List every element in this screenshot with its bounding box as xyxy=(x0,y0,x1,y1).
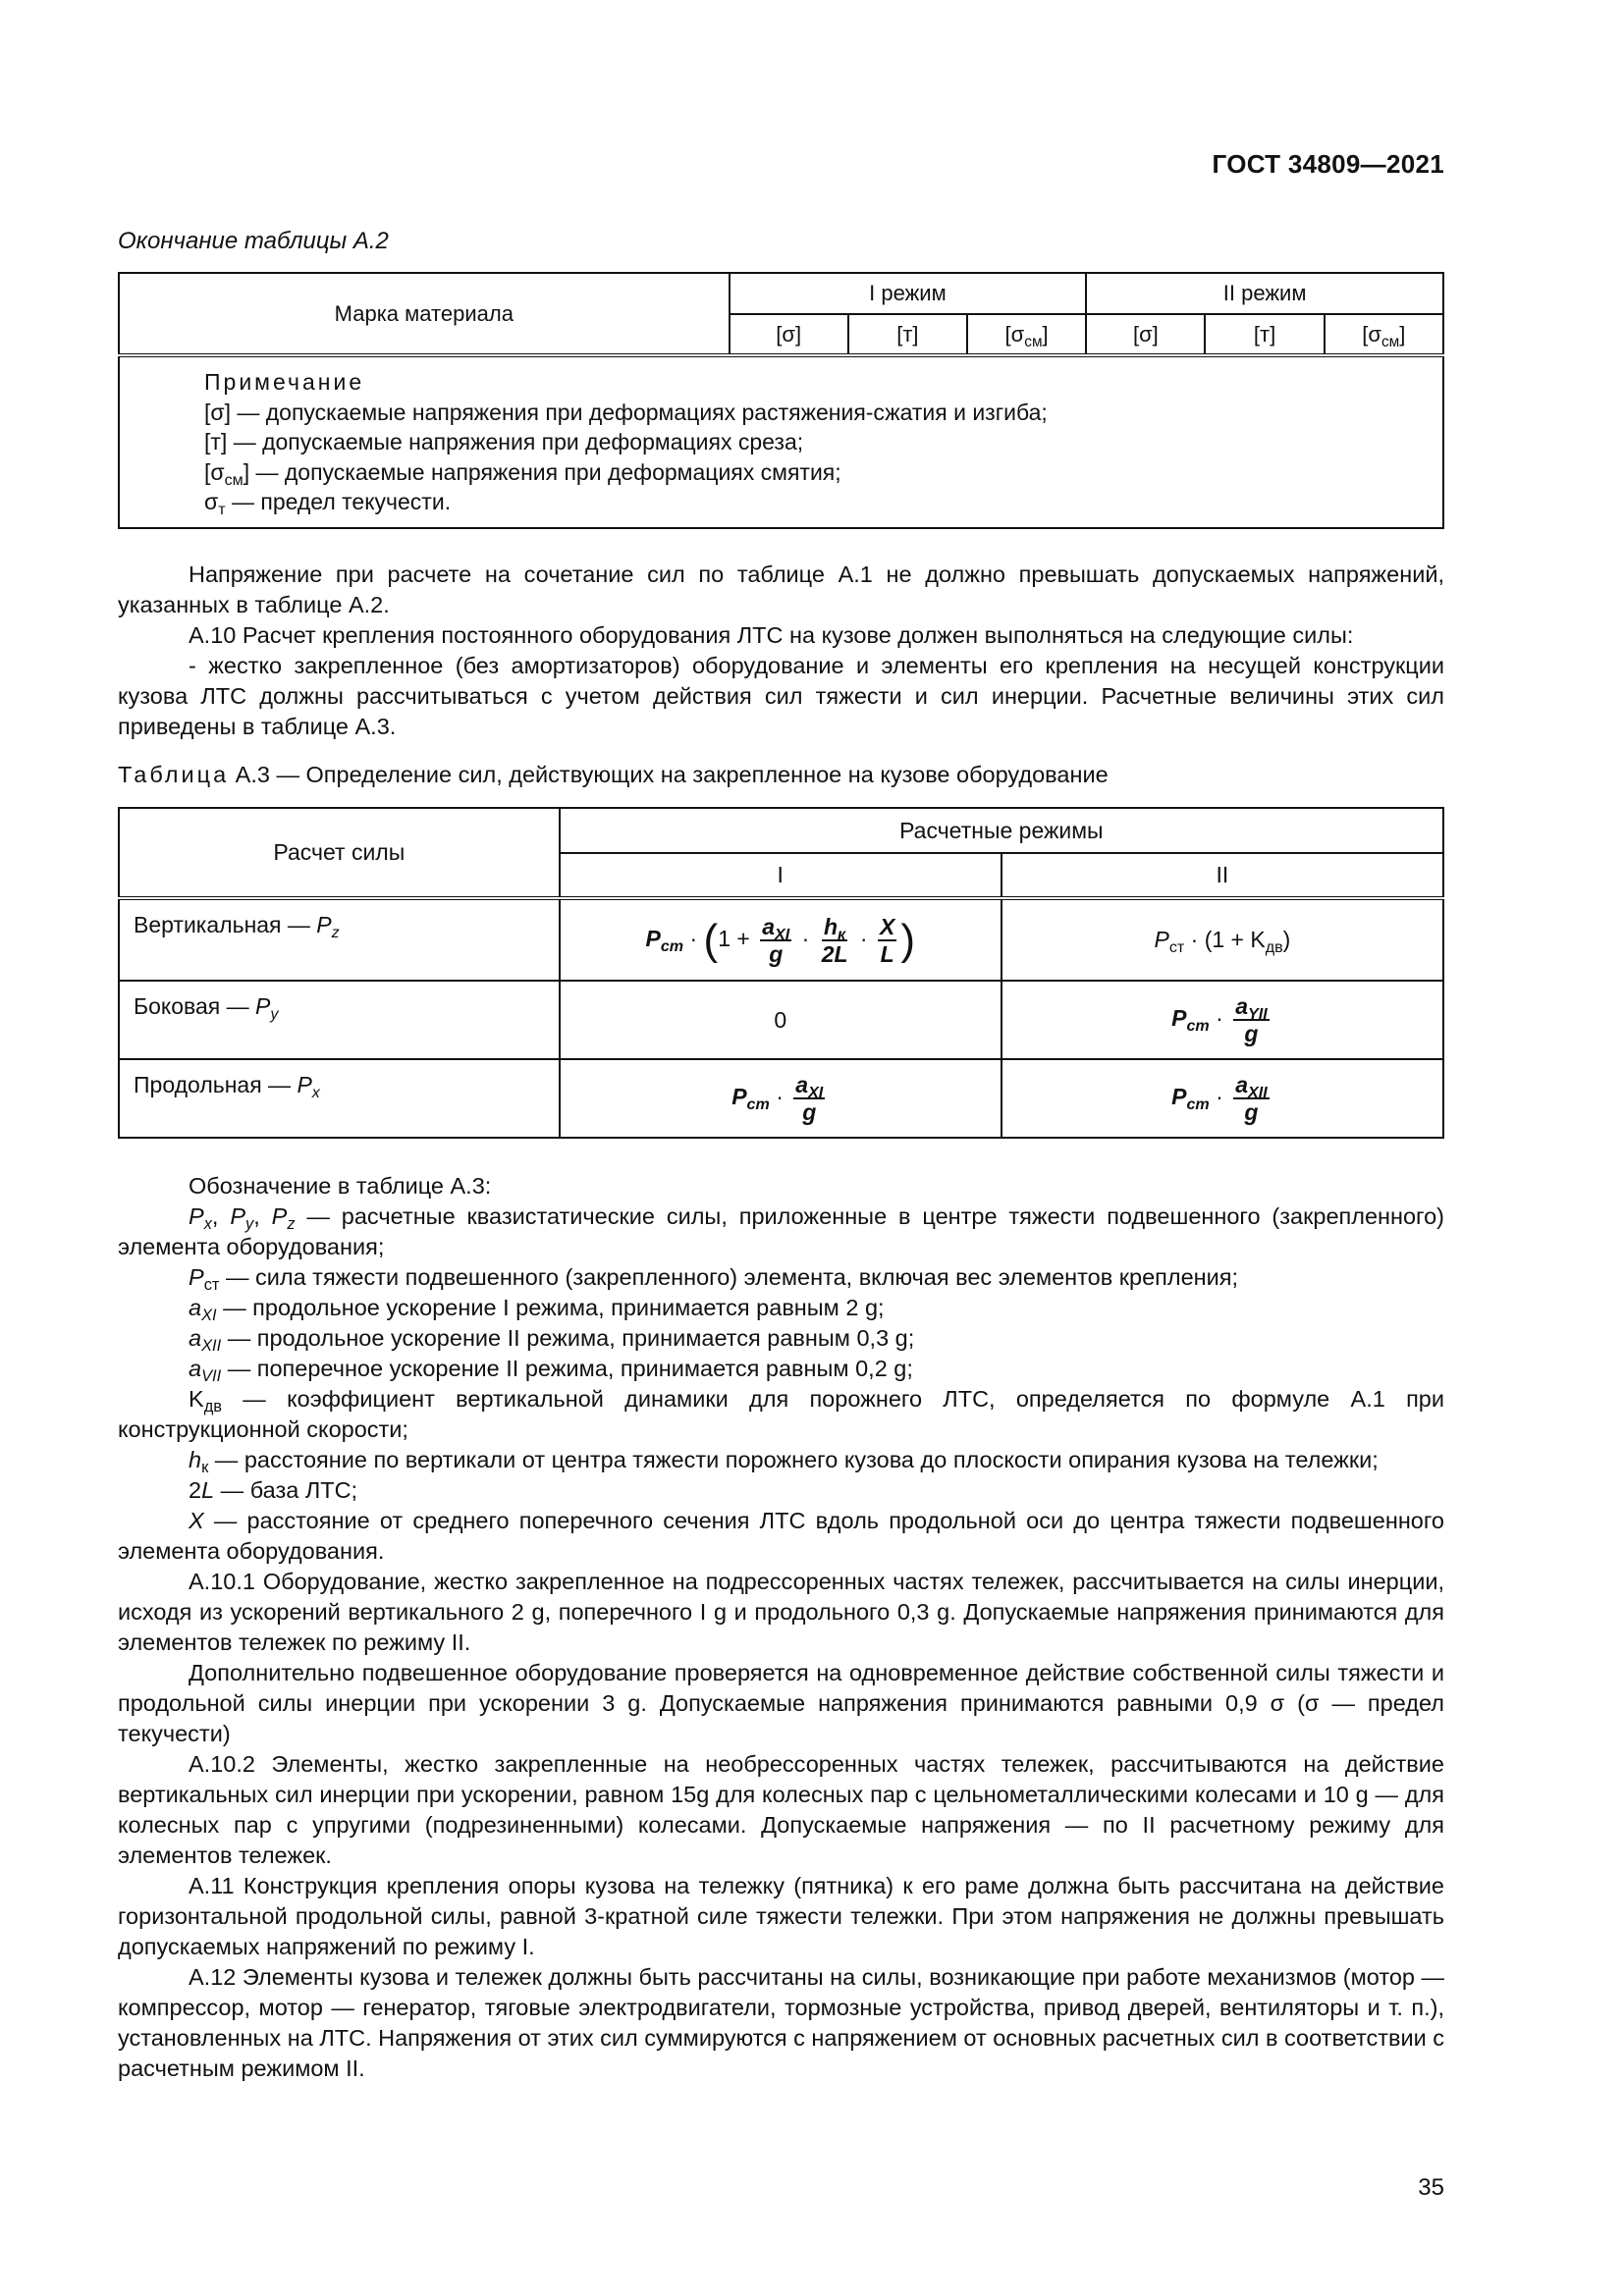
paragraph: А.10.2 Элементы, жестко закрепленные на необрессоренных частях тележек, рассчитываются на действие вертикальных сил инерции при ускорении, равном 15g для колесных пар с цельнометаллическими колесами и 10 g — для колесных пар с упругими (подрезиненными) колесами. Допускаемые напряжения — по II расчетному режиму для элементов тележек. xyxy=(118,1751,1444,1868)
mode1-header: I xyxy=(560,853,1001,898)
note-line: $[\sigma_{см}]$ — допускаемые напряжения при деформациях смятия; xyxy=(204,458,841,489)
definition: $a_{XII}$ — продольное ускорение II режима, принимается равным 0,3 g; xyxy=(189,1325,915,1355)
fraction: $\frac{h_к}{2L}$ xyxy=(821,913,848,967)
paragraph: А.10.1 Оборудование, жестко закрепленное на подрессоренных частях тележек, рассчитывается на силы инерции, исходя из ускорений вертикального 2 g, поперечного I g и продольного 0,3 g. Допускаемые напряжения принимаются для элементов тележек по режиму II. xyxy=(118,1569,1444,1655)
formula-lateral-mode1: 0 xyxy=(560,981,1001,1059)
fraction: $\frac{a_{XI}}{g}$ xyxy=(795,1072,824,1125)
paragraph: - жестко закрепленное (без амортизаторов) оборудование и элементы его крепления на несущей конструкции кузова ЛТС должны рассчитываться с учетом действия сил тяжести и сил инерции. Расчетные величины этих сил приведены в таблице А.3. xyxy=(118,653,1444,739)
definition: $P_x$, $P_y$, $P_z$ — расчетные квазистатические силы, приложенные в центре тяжести подвешенного (закрепленного) элемента оборудования; xyxy=(118,1203,1444,1259)
mode2-header: II режим xyxy=(1086,273,1443,314)
table-a2-note xyxy=(119,355,1443,528)
mode1-header: I режим xyxy=(730,273,1087,314)
note-line: [σ] — допускаемые напряжения при деформациях растяжения-сжатия и изгиба; xyxy=(204,399,1048,425)
paragraph: А.11 Конструкция крепления опоры кузова на тележку (пятника) к его раме должна быть рассчитана на действие горизонтальной продольной силы, равной 3-кратной силе тяжести тележки. При этом напряжения не должны превышать допускаемых напряжений по режиму I. xyxy=(118,1873,1444,1959)
m2-sigma-cm: $[\sigma_{см}]$ xyxy=(1325,314,1443,355)
row-longitudinal-label: Продольная — $P_x$ xyxy=(119,1059,560,1138)
table-a2 xyxy=(118,272,1444,529)
paragraph: Обозначение в таблице А.3: xyxy=(189,1173,492,1199)
note-line: [т] — допускаемые напряжения при деформациях среза; xyxy=(204,429,804,454)
m1-sigma: [σ] xyxy=(730,314,848,355)
definition: 2L — база ЛТС; xyxy=(189,1477,358,1503)
formula-longitudinal-mode2: $P_{ст}$ · $\frac{a_{XII}}{g}$ xyxy=(1001,1059,1443,1138)
table-a2-caption: Окончание таблицы А.2 xyxy=(118,228,389,254)
page-number: 35 xyxy=(1418,2174,1444,2201)
table-a3-caption: Таблица А.3 — Определение сил, действующих на закрепленное на кузове оборудование xyxy=(118,762,1109,787)
document-header: ГОСТ 34809—2021 xyxy=(1212,149,1444,179)
col-modes-header: Расчетные режимы xyxy=(560,808,1443,853)
text-block-1 xyxy=(118,560,1444,742)
definition: $a_{XI}$ — продольное ускорение I режима, принимается равным 2 g; xyxy=(189,1295,885,1324)
fraction: $\frac{a_{XI}}{g}$ xyxy=(762,913,790,967)
text-block-2 xyxy=(118,1171,1444,2084)
note-title: Примечание xyxy=(204,369,365,395)
definition: $K_{дв}$ — коэффициент вертикальной динамики для порожнего ЛТС, определяется по формуле А.1 при конструкционной скорости; xyxy=(118,1386,1444,1442)
fraction: $\frac{X}{L}$ xyxy=(879,913,895,967)
fraction: $\frac{a_{YII}}{g}$ xyxy=(1235,993,1268,1046)
row-lateral-label: Боковая — $P_y$ xyxy=(119,981,560,1059)
m2-sigma: [σ] xyxy=(1086,314,1205,355)
fraction: $\frac{a_{XII}}{g}$ xyxy=(1235,1072,1268,1125)
formula-lateral-mode2: $P_{ст}$ · $\frac{a_{YII}}{g}$ xyxy=(1001,981,1443,1059)
definition: $h_к$ — расстояние по вертикали от центра тяжести порожнего кузова до плоскости опирания кузова на тележки; xyxy=(189,1447,1379,1476)
definition: $a_{VII}$ — поперечное ускорение II режима, принимается равным 0,2 g; xyxy=(189,1356,913,1385)
paragraph: А.10 Расчет крепления постоянного оборудования ЛТС на кузове должен выполняться на следующие силы: xyxy=(189,622,1354,648)
paragraph: Дополнительно подвешенное оборудование проверяется на одновременное действие собственной силы тяжести и продольной силы инерции при ускорении 3 g. Допускаемые напряжения принимаются равными 0,9 σ (σ — предел текучести) xyxy=(118,1660,1444,1746)
m2-tau: [т] xyxy=(1205,314,1324,355)
paragraph: А.12 Элементы кузова и тележек должны быть рассчитаны на силы, возникающие при работе механизмов (мотор — компрессор, мотор — генератор, тяговые электродвигатели, тормозные устройства, привод дверей, вентиляторы и т. п.), установленных на ЛТС. Напряжения от этих сил суммируются с напряжением от основных расчетных сил в соответствии с расчетным режимом II. xyxy=(118,1964,1444,2081)
formula-longitudinal-mode1: $P_{ст}$ · $\frac{a_{XI}}{g}$ xyxy=(560,1059,1001,1138)
definition: $P_{ст}$ — сила тяжести подвешенного (закрепленного) элемента, включая вес элементов крепления; xyxy=(189,1264,1239,1294)
row-vertical-label: Вертикальная — $P_z$ xyxy=(119,898,560,981)
formula-vertical-mode1: $P_{ст} \cdot (1$ + $\frac{a_{XI}}{g}$ · $\frac{h_к}{2L}$ · $\frac{X}{L}$ ) xyxy=(560,898,1001,981)
m1-tau: [т] xyxy=(848,314,967,355)
paragraph: Напряжение при расчете на сочетание сил по таблице А.1 не должно превышать допускаемых напряжений, указанных в таблице А.2. xyxy=(118,561,1444,617)
col-force-header: Расчет силы xyxy=(119,808,560,898)
mode2-header: II xyxy=(1001,853,1443,898)
note-line: $\sigma_т$ — предел текучести. xyxy=(204,489,452,518)
m1-sigma-cm: $[\sigma_{см}]$ xyxy=(967,314,1086,355)
formula-vertical-mode2: $P_{ст} \cdot (1 + K_{дв})$ xyxy=(1001,898,1443,981)
col-material-header: Марка материала xyxy=(119,273,730,355)
definition: X — расстояние от среднего поперечного сечения ЛТС вдоль продольной оси до центра тяжести подвешенного элемента оборудования. xyxy=(118,1508,1444,1564)
table-a3 xyxy=(118,807,1444,1139)
